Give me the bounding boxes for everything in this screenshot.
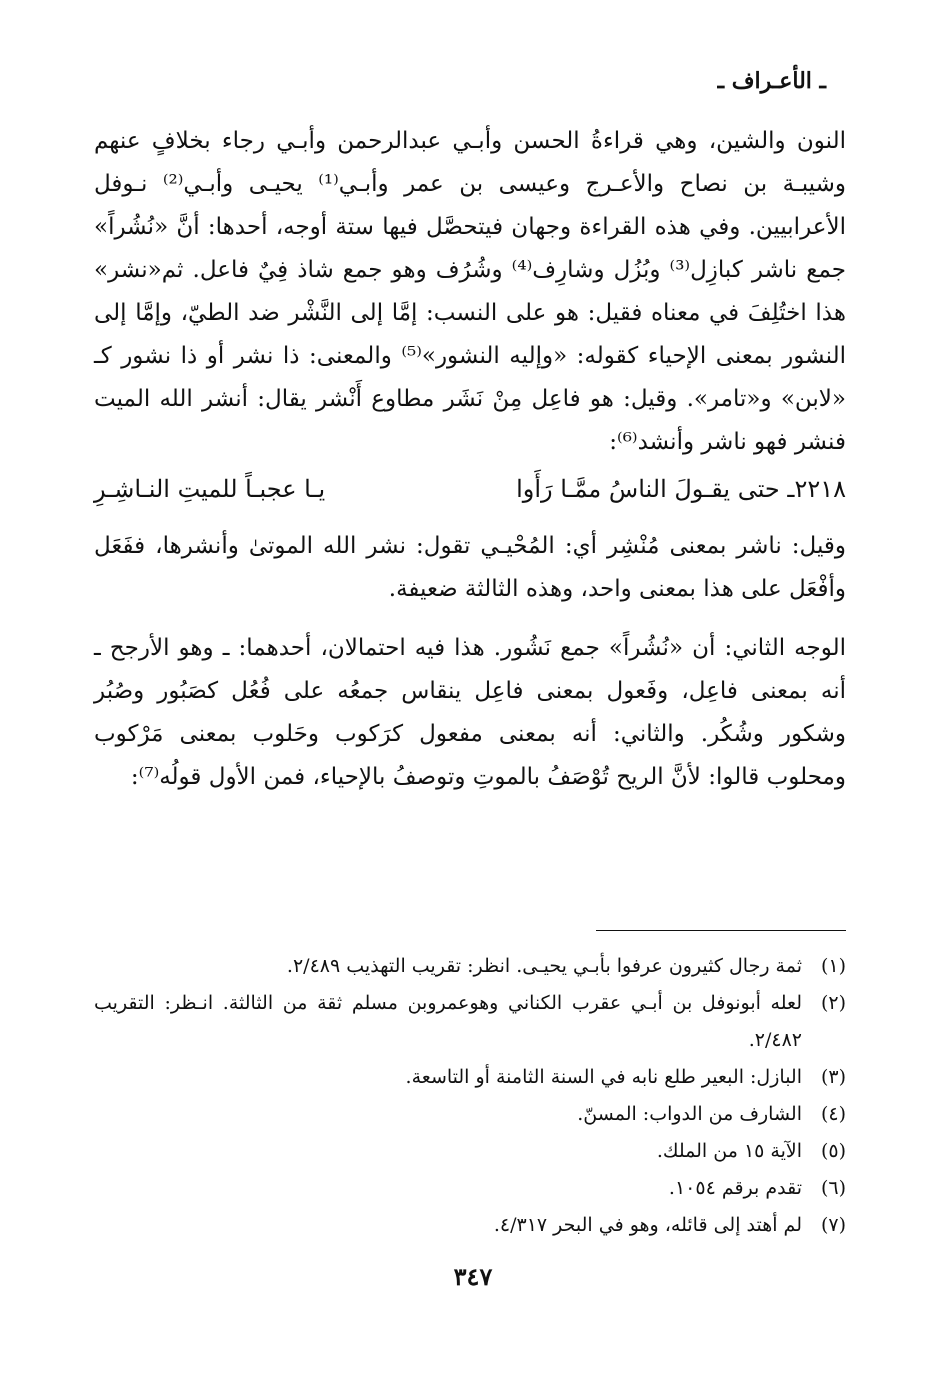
footnote-number: (٤): [820, 1103, 846, 1125]
page-number: ٣٤٧: [453, 1262, 493, 1291]
footnote-text: الشارف من الدواب: المسنّ.: [577, 1103, 802, 1125]
footnote-item: [94, 985, 846, 1059]
footnote-text: البازل: البعير طلع نابه في السنة الثامنة أو التاسعة.: [405, 1066, 802, 1088]
footnote-text: تقدم برقم ١٠٥٤.: [668, 1177, 802, 1199]
main-text: [94, 120, 846, 799]
footnote-item: [94, 948, 846, 985]
running-header: ـ الأعـراف ـ: [717, 68, 826, 94]
footnote-number: (٣): [820, 1066, 846, 1088]
footnote-number: (٦): [820, 1177, 846, 1199]
footnote-item: [94, 1133, 846, 1170]
footnote-number: (١): [820, 955, 846, 977]
footnote-text: لم أهتد إلى قائله، وهو في البحر ٤/٣١٧.: [493, 1214, 802, 1236]
footnote-number: (٧): [820, 1214, 846, 1236]
footnote-number: (٢): [820, 992, 846, 1014]
footnote-item: [94, 1096, 846, 1133]
footnote-number: (٥): [820, 1140, 846, 1162]
paragraph-1: النون والشين، وهي قراءةُ الحسن وأبـي عبدالرحمن وأبـي رجاء بخلافٍ عنهم وشيبـة بن نصاح والأعـرج وعيسى بن عمر وأبـي⁽¹⁾ يحيـى وأبـي⁽²⁾ نـوفل الأعرابيين. وفي هذه القراءة وجهان فيتحصَّل فيها ستة أوجه، أحدها: أنَّ «نُشُراً» جمع ناشر كبازِل⁽³⁾ وبُزُل وشارِف⁽⁴⁾ وشُرُف وهو جمع شاذ فِيٌ فاعل. ثم«نشر» هذا اختُلِفَ في معناه فقيل: هو على النسب: إمَّا إلى النَّشْر ضد الطيّ، وإمَّا إلى النشور بمعنى الإحياء كقوله: «وإليه النشور»⁽⁵⁾ والمعنى: ذا نشر أو ذا نشور كـ «لابن» و«تامر». وقيل: هو فاعِل مِنْ نَشَر مطاوع أَنْشر يقال: أنشر الله الميت فنشر فهو ناشر وأنشد⁽⁶⁾:: [94, 128, 846, 455]
paragraph-3: الوجه الثاني: أن «نُشُراً» جمع نَشُور. هذا فيه احتمالان، أحدهما: ـ وهو الأرجح ـ أنه بمعنى فاعِل، وفَعول بمعنى فاعِل ينقاس جمعُه على فُعُل كصَبُور وصُبُر وشكور وشُكُر. والثاني: أنه بمعنى مفعول كرَكوب وحَلوب بمعنى مَرْكوب ومحلوب قالوا: لأنَّ الريح تُوْصَفُ بالموتِ وتوصفُ بالإحياء، فمن الأول قولُه⁽⁷⁾:: [94, 635, 846, 790]
footnote-item: [94, 1059, 846, 1096]
footnote-item: [94, 1170, 846, 1207]
footnotes: [94, 948, 846, 1244]
footnote-text: لعله أبونوفل بن أبـي عقرب الكناني وهوعمروبن مسلم ثقة من الثالثة. انـظر: التقريب ٢/٤٨٢.: [94, 992, 802, 1051]
footnote-text: الآية ١٥ من الملك.: [656, 1140, 802, 1162]
poetry-verse: [94, 468, 846, 511]
footnote-separator: [596, 930, 846, 931]
paragraph-2: وقيل: ناشر بمعنى مُنْشِر أي: المُحْيـي تقول: نشر الله الموتىٰ وأنشرها، ففَعَل وأفْعَل على هذا بمعنى واحد، وهذه الثالثة ضعيفة.: [94, 533, 846, 602]
verse-first-hemistich: ٢٢١٨ـ حتى يقـولَ الناسُ ممَّـا رَأَوا: [516, 475, 846, 503]
footnote-text: ثمة رجال كثيرون عرفوا بأبـي يحيـى. انظر: تقريب التهذيب ٢/٤٨٩.: [286, 955, 802, 977]
verse-second-hemistich: يـا عجبـاً للميتِ النـاشِـرِ: [94, 475, 326, 503]
footnote-item: [94, 1207, 846, 1244]
